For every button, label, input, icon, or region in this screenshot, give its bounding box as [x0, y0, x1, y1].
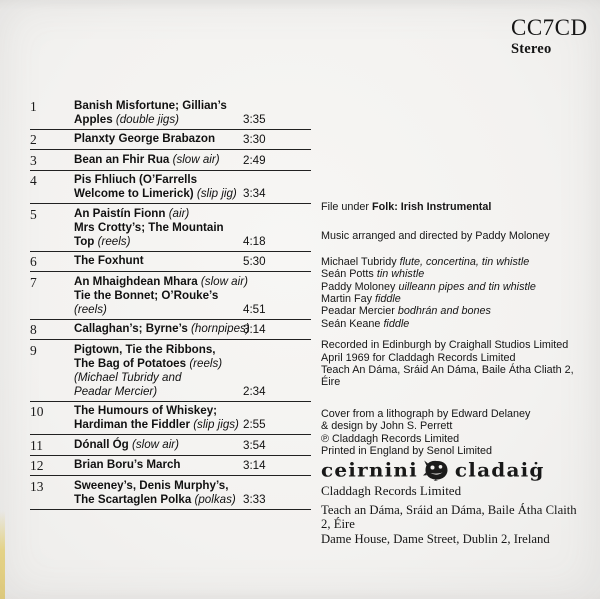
track-row: [30, 130, 311, 151]
track-duration: 3:33: [243, 492, 266, 506]
track-title-line: [74, 418, 243, 432]
track-title-segment: The Foxhunt: [74, 254, 144, 267]
track-duration: 3:34: [243, 187, 266, 200]
text-segment: Michael Tubridy: [321, 255, 400, 268]
track-row: [30, 476, 311, 510]
text-line: [321, 445, 589, 457]
track-number: 13: [30, 478, 44, 494]
text-line: [321, 256, 589, 268]
track-duration: 3:30: [243, 133, 266, 146]
track-number: 4: [30, 173, 37, 188]
track-title-line: [74, 254, 243, 268]
track-duration: 3:54: [243, 438, 266, 452]
text-segment: & design by John S. Perrett: [321, 420, 453, 433]
track-title-segment: (reels): [97, 234, 131, 248]
text-line: [321, 230, 589, 242]
text-line: [321, 318, 589, 330]
text-line: [321, 352, 589, 364]
track-number: 12: [30, 458, 44, 473]
catalog-block: [511, 15, 588, 57]
track-title-line: [74, 385, 243, 399]
track-title-line: [74, 274, 248, 289]
track-number: 8: [30, 322, 37, 337]
track-title-segment: Callaghan’s; Byrne’s: [74, 322, 192, 335]
track-title-segment: (double jigs): [115, 112, 180, 126]
track-title-line: [74, 187, 243, 201]
track-row: [30, 204, 311, 252]
track-title-line: [74, 371, 243, 385]
track-duration: 4:51: [243, 302, 266, 316]
track-duration: 3:35: [243, 112, 266, 126]
track-title-segment: (hornpipes): [191, 322, 250, 335]
text-segment: fiddle: [383, 317, 410, 330]
track-number: 5: [30, 206, 37, 222]
musician-credits: [321, 256, 589, 330]
track-duration: 3:14: [243, 323, 266, 336]
track-title: [74, 322, 250, 337]
text-line: [321, 268, 589, 280]
text-line: [321, 281, 589, 293]
track-duration: 3:14: [243, 459, 266, 472]
track-title-segment: (slow air): [131, 437, 179, 451]
text-segment: flute, concertina, tin whistle: [399, 255, 530, 268]
track-title-line: [74, 458, 243, 472]
track-title: [74, 173, 243, 201]
track-title-segment: Top: [74, 234, 98, 248]
paper-edge-strip: [0, 511, 5, 599]
arranger-line: [321, 230, 589, 242]
logo-word-cladaig: cladaiġ: [454, 458, 545, 482]
track-title-line: [74, 113, 243, 127]
track-title-segment: Pigtown, Tie the Ribbons,: [74, 342, 216, 356]
track-title-line: [74, 493, 243, 507]
track-title: [74, 343, 243, 399]
text-segment: tin whistle: [376, 268, 425, 281]
track-number: 2: [30, 132, 37, 147]
text-line: [321, 433, 589, 445]
text-line: [321, 201, 589, 213]
track-title-segment: Apples: [74, 112, 116, 126]
track-row: [30, 456, 311, 477]
track-title-segment: An Mhaighdean Mhara: [74, 274, 201, 288]
track-title-segment: Pis Fhliuch (O’Farrells: [74, 173, 198, 186]
text-segment: Martin Fay: [321, 293, 375, 306]
text-line: [321, 364, 589, 389]
track-title: [74, 132, 243, 147]
track-row: [30, 402, 311, 436]
text-line: [321, 339, 589, 351]
track-number: 10: [30, 404, 44, 419]
track-title-line: [74, 221, 243, 235]
track-title-line: [74, 322, 250, 336]
track-title-segment: (Michael Tubridy and: [74, 370, 182, 384]
production-credits: [321, 408, 589, 458]
track-title-line: [74, 438, 243, 452]
text-segment: File under: [321, 201, 373, 213]
address-line-2: Dame House, Dame Street, Dublin 2, Ireland: [321, 532, 550, 547]
track-title-line: [74, 289, 243, 303]
track-number: 6: [30, 254, 37, 269]
text-segment: Peadar Mercier: [321, 305, 398, 318]
track-row: [30, 150, 311, 171]
text-line: [321, 408, 589, 420]
track-title-segment: Peadar Mercier): [74, 384, 158, 398]
claddagh-records-logo: [321, 460, 589, 481]
info-column: [321, 201, 589, 547]
text-line: [321, 305, 589, 317]
text-segment: April 1969 for Claddagh Records Limited: [321, 351, 516, 364]
text-line: [321, 293, 589, 305]
track-title: [74, 207, 243, 249]
track-number: 9: [30, 342, 37, 358]
track-number: 1: [30, 98, 37, 114]
track-title-line: [74, 479, 243, 493]
track-title-line: [74, 173, 243, 187]
text-segment: Folk: Irish Instrumental: [372, 201, 492, 213]
track-number: 7: [30, 274, 37, 290]
track-title-segment: Brian Boru’s March: [74, 458, 181, 471]
track-duration: 2:34: [243, 384, 266, 398]
track-title-segment: The Humours of Whiskey;: [74, 404, 218, 417]
track-title-segment: Bean an Fhir Rua: [74, 152, 173, 166]
track-title-line: [74, 357, 243, 371]
track-title: [74, 99, 243, 127]
track-row: [30, 340, 311, 402]
track-title-segment: Hardiman the Fiddler: [74, 418, 194, 431]
text-segment: Seán Keane: [321, 317, 384, 330]
text-segment: ℗ Claddagh Records Limited: [321, 432, 460, 445]
track-row: [30, 96, 311, 130]
track-duration: 2:49: [243, 153, 266, 167]
text-segment: Paddy Moloney: [321, 280, 399, 293]
track-title: [74, 438, 243, 453]
track-title-line: [74, 303, 243, 317]
label-address: [321, 503, 589, 547]
text-segment: bodhrán and bones: [397, 305, 491, 318]
track-title: [74, 254, 243, 269]
track-title-line: [74, 343, 243, 357]
catalog-number: CC7CD: [511, 15, 588, 40]
text-segment: fiddle: [375, 293, 401, 306]
tracklist-table: [30, 96, 311, 510]
track-duration: 5:30: [243, 255, 266, 268]
track-title-segment: (slow air): [172, 152, 220, 166]
text-segment: Recorded in Edinburgh by Craighall Studios Limited: [321, 339, 569, 352]
track-title: [74, 479, 243, 507]
track-title-line: [74, 235, 243, 249]
track-title: [74, 404, 243, 432]
track-title-segment: Mrs Crotty’s; The Mountain: [74, 220, 224, 234]
track-title: [74, 153, 243, 168]
track-title-line: [74, 132, 243, 146]
text-segment: Seán Potts: [321, 268, 377, 281]
track-row: [30, 272, 311, 320]
claddagh-logo-icon: [423, 459, 450, 481]
text-segment: Teach An Dáma, Sráid An Dáma, Baile Átha Cliath 2, Éire: [321, 364, 574, 389]
track-title-segment: Tie the Bonnet; O’Rouke’s: [74, 288, 219, 302]
track-title-line: [74, 99, 243, 113]
logo-word-ceirnini: ceirnini: [321, 458, 418, 482]
track-title-segment: (slip jig): [196, 187, 237, 200]
track-duration: 2:55: [243, 418, 266, 431]
track-title-segment: (air): [168, 206, 190, 220]
address-line-1: Teach an Dáma, Sráid an Dáma, Baile Átha Claith 2, Éire: [321, 502, 577, 532]
track-duration: 4:18: [243, 234, 266, 248]
track-title-line: [74, 207, 243, 221]
track-title-segment: Sweeney’s, Denis Murphy’s,: [74, 478, 229, 492]
recording-credits: [321, 339, 589, 389]
track-title-segment: The Bag of Potatoes: [74, 356, 190, 370]
track-row: [30, 320, 311, 341]
label-company: Claddagh Records Limited: [321, 482, 462, 498]
text-segment: uilleann pipes and tin whistle: [398, 280, 536, 293]
text-segment: Cover from a lithograph by Edward Delaney: [321, 407, 531, 420]
track-row: [30, 171, 311, 205]
track-row: [30, 435, 311, 456]
track-number: 3: [30, 152, 37, 168]
track-title-segment: Banish Misfortune; Gillian’s: [74, 98, 227, 112]
track-title-line: [74, 404, 243, 418]
track-number: 11: [30, 437, 43, 453]
track-title-line: [74, 153, 243, 167]
track-title-segment: (slow air): [200, 274, 248, 288]
track-title-segment: (polkas): [194, 492, 236, 506]
track-title-segment: (slip jigs): [193, 418, 239, 431]
text-segment: Music arranged and directed by Paddy Moloney: [321, 230, 550, 243]
track-title-segment: (reels): [189, 356, 223, 370]
track-title-segment: Planxty George Brabazon: [74, 132, 216, 145]
format-label: Stereo: [511, 41, 552, 57]
track-title-segment: Dónall Óg: [74, 437, 132, 451]
text-segment: Printed in England by Senol Limited: [321, 445, 493, 458]
track-row: [30, 252, 311, 273]
track-title: [74, 458, 243, 473]
track-title: [74, 274, 248, 317]
track-title-segment: (reels): [74, 302, 107, 316]
track-title-segment: Welcome to Limerick): [74, 187, 197, 200]
track-title-segment: The Scartaglen Polka: [74, 492, 195, 506]
text-line: [321, 420, 589, 432]
track-title-segment: An Paistín Fionn: [74, 206, 169, 220]
file-under-line: [321, 201, 589, 213]
